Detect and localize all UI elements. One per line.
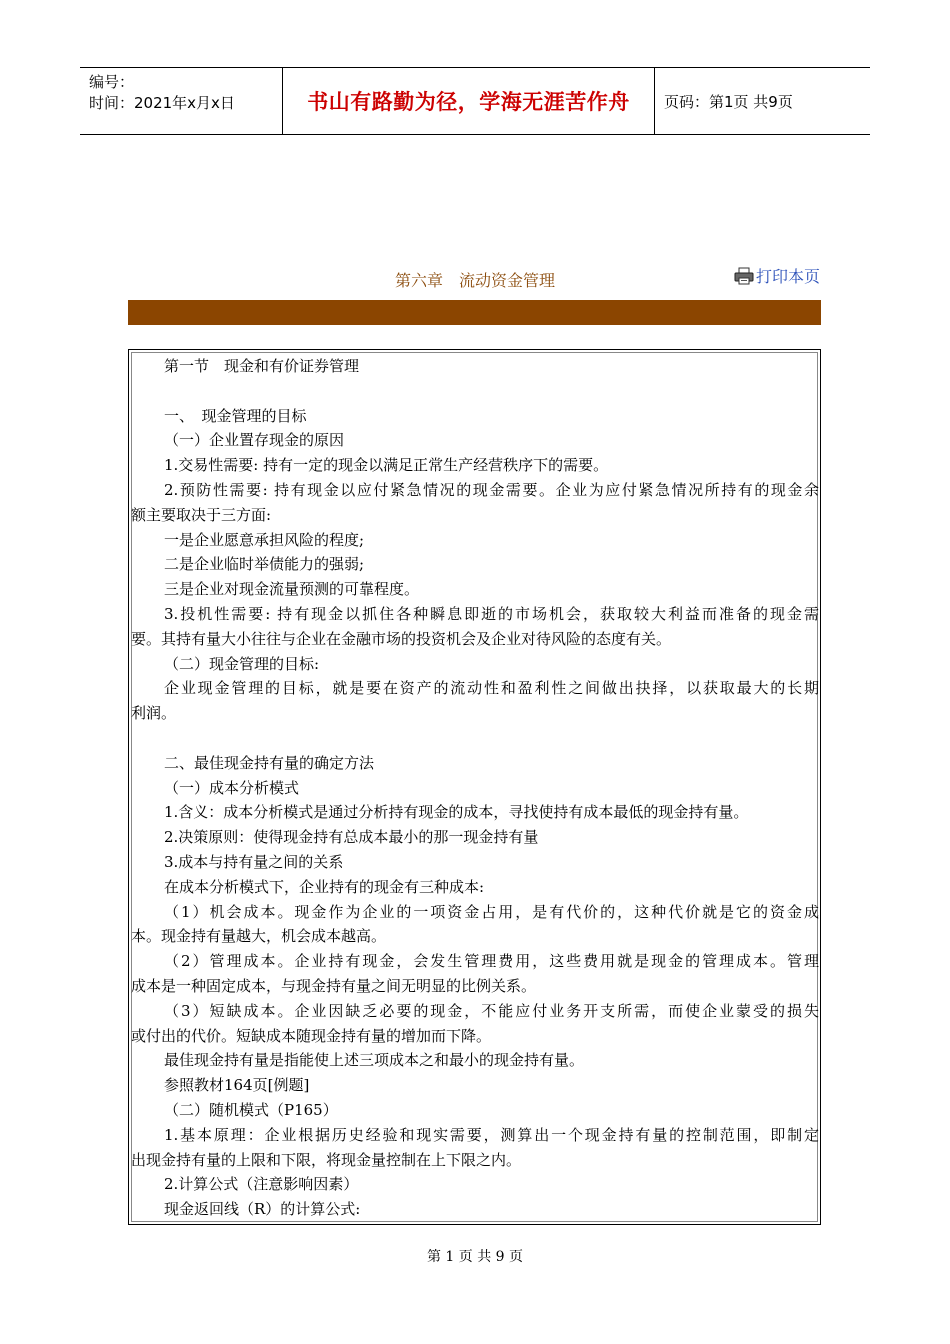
- print-page-label: 打印本页: [756, 267, 821, 286]
- time-label: 时间：2021年x月x日: [89, 94, 235, 112]
- header-page-info: 页码：第1页 共9页: [664, 92, 793, 111]
- content-line: 企业现金管理的目标，就是要在资产的流动性和盈利性之间做出抉择，以获取最大的长期: [164, 679, 819, 698]
- content-line: 2.决策原则：使得现金持有总成本最小的那一现金持有量: [164, 828, 539, 847]
- content-line: 一、 现金管理的目标: [164, 406, 307, 425]
- content-line: 参照教材164页[例题]: [164, 1076, 310, 1095]
- chapter-divider-bar: [128, 300, 821, 325]
- page-header: [80, 67, 870, 135]
- header-motto: 书山有路勤为径，学海无涯苦作舟: [282, 68, 655, 134]
- content-line: 三是企业对现金流量预测的可靠程度。: [164, 580, 420, 599]
- content-line: 现金返回线（R）的计算公式:: [164, 1200, 361, 1219]
- content-line: （二）现金管理的目标:: [164, 654, 320, 673]
- chapter-title: 第六章 流动资金管理: [394, 271, 555, 290]
- content-lines: [131, 354, 819, 1222]
- content-line: 要。其持有量大小往往与企业在金融市场的投资机会及企业对待风险的态度有关。: [131, 629, 672, 648]
- content-line: 二是企业临时举债能力的强弱;: [164, 555, 365, 574]
- content-line: 在成本分析模式下，企业持有的现金有三种成本:: [164, 877, 485, 896]
- content-line: （1）机会成本。现金作为企业的一项资金占用，是有代价的，这种代价就是它的资金成: [164, 902, 819, 921]
- header-meta: [80, 68, 282, 134]
- content-line: 3.投机性需要: 持有现金以抓住各种瞬息即逝的市场机会，获取较大利益而准备的现金需: [164, 604, 819, 623]
- page-footer: 第 1 页 共 9 页: [426, 1249, 524, 1265]
- print-page-link[interactable]: [734, 264, 820, 287]
- blank-line: [131, 379, 819, 404]
- content-line: 1.交易性需要: 持有一定的现金以满足正常生产经营秩序下的需要。: [164, 456, 609, 475]
- content-line: 1.基本原理：企业根据历史经验和现实需要，测算出一个现金持有量的控制范围，即制定: [164, 1125, 819, 1144]
- printer-icon: [734, 267, 754, 285]
- content-frame: [128, 349, 821, 1225]
- content-line: 2.计算公式（注意影响因素）: [164, 1175, 359, 1194]
- content-line: 出现金持有量的上限和下限，将现金量控制在上下限之内。: [131, 1150, 522, 1169]
- content-line: 本。现金持有量越大，机会成本越高。: [131, 927, 387, 946]
- content-line: 最佳现金持有量是指能使上述三项成本之和最小的现金持有量。: [164, 1051, 585, 1070]
- content-line: （2）管理成本。企业持有现金，会发生管理费用，这些费用就是现金的管理成本。管理: [164, 952, 819, 971]
- content-line: 或付出的代价。短缺成本随现金持有量的增加而下降。: [131, 1026, 492, 1045]
- content-line: 1.含义：成本分析模式是通过分析持有现金的成本，寻找使持有成本最低的现金持有量。: [164, 803, 749, 822]
- content-line: （一）企业置存现金的原因: [164, 431, 345, 450]
- number-label: 编号：: [89, 73, 135, 91]
- content-line: （3）短缺成本。企业因缺乏必要的现金，不能应付业务开支所需，而使企业蒙受的损失: [164, 1001, 819, 1020]
- content-line: （一）成本分析模式: [164, 778, 300, 797]
- content-line: 额主要取决于三方面:: [131, 505, 272, 524]
- content-line: 一是企业愿意承担风险的程度;: [164, 530, 365, 549]
- content-line: （二）随机模式（P165）: [164, 1100, 338, 1119]
- content-line: 3.成本与持有量之间的关系: [164, 852, 344, 871]
- blank-line: [131, 726, 819, 751]
- content-line: 利润。: [131, 704, 177, 723]
- content-line: 二、最佳现金持有量的确定方法: [164, 753, 375, 772]
- content-line: 第一节 现金和有价证券管理: [164, 357, 360, 375]
- content-line: 2.预防性需要: 持有现金以应付紧急情况的现金需要。企业为应付紧急情况所持有的现金余: [164, 480, 819, 499]
- content-line: 成本是一种固定成本，与现金持有量之间无明显的比例关系。: [131, 976, 537, 995]
